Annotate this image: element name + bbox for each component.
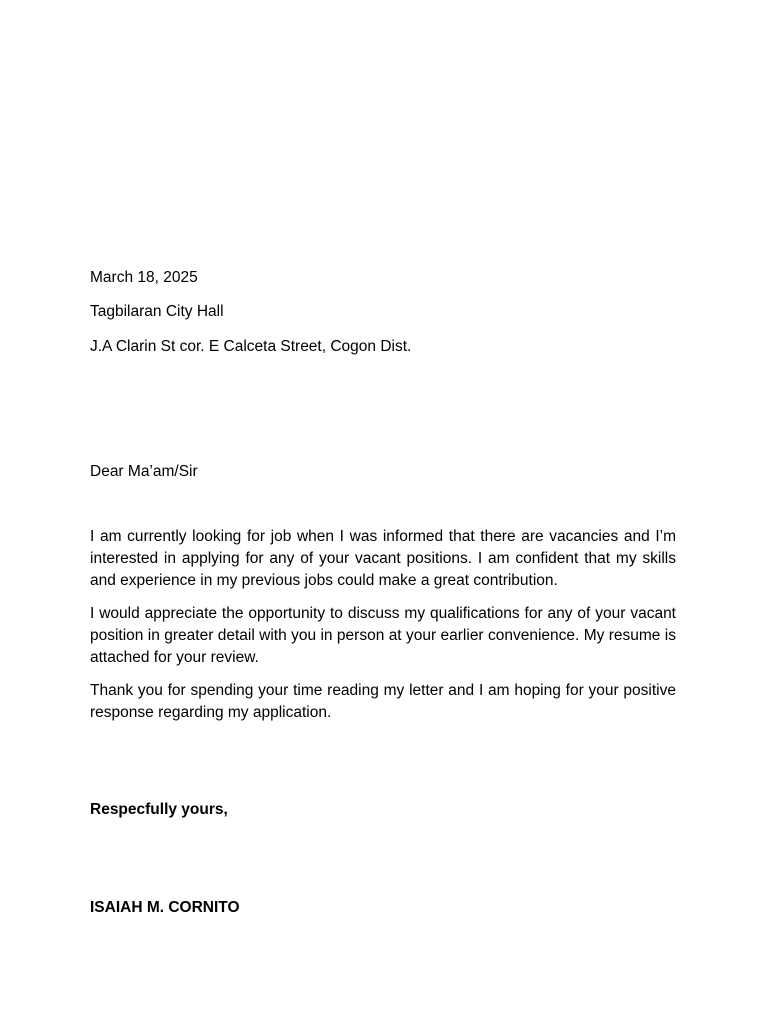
recipient-address: J.A Clarin St cor. E Calceta Street, Cogon Dist.	[90, 338, 412, 355]
closing: Respecfully yours,	[90, 801, 228, 818]
letter-date: March 18, 2025	[90, 269, 198, 286]
salutation: Dear Ma’am/Sir	[90, 463, 198, 480]
signature-name: ISAIAH M. CORNITO	[90, 899, 240, 916]
recipient-name: Tagbilaran City Hall	[90, 303, 224, 320]
body-paragraph-3: Thank you for spending your time reading my letter and I am hoping for your positive response regarding my application.	[90, 682, 676, 721]
body-paragraph-2: I would appreciate the opportunity to discuss my qualifications for any of your vacant position in greater detail with you in person at your earlier convenience. My resume is attached for your review.	[90, 605, 676, 666]
body-paragraph-1: I am currently looking for job when I was informed that there are vacancies and I’m interested in applying for any of your vacant positions. I am confident that my skills and experience in my previous jobs could make a great contribution.	[90, 528, 676, 589]
